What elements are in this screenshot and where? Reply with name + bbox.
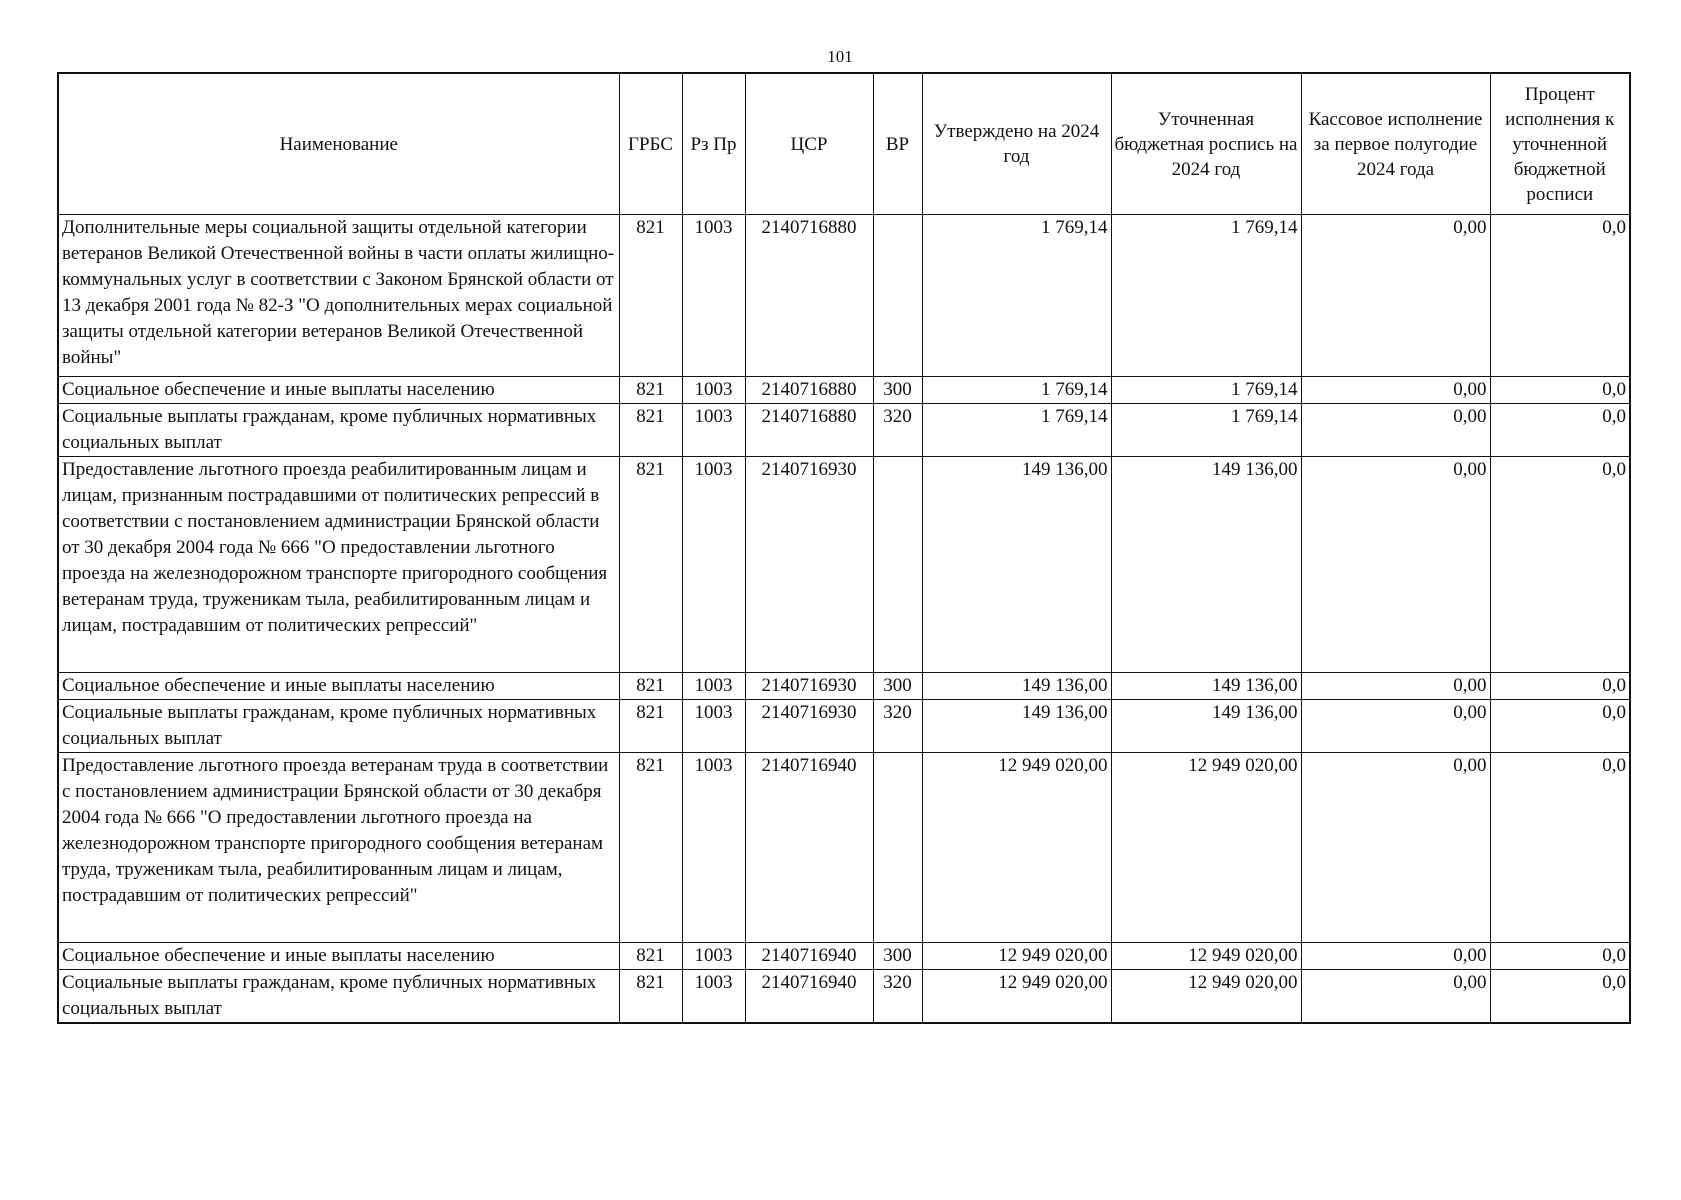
cell-name: Предоставление льготного проезда реабилитированным лицам и лицам, признанным пострадавшими от политических репрессий в соответствии с постановлением администрации Брянской области от 30 декабря 2004 года № 666 "О предоставлении льготного проезда на железнодорожном транспорте пригородного сообщения ветеранам труда, труженикам тыла, реабилитированным лицам и лицам, пострадавшим от политических репрессий" (58, 457, 619, 673)
cell-refined: 1 769,14 (1111, 404, 1301, 457)
cell-percent: 0,0 (1490, 404, 1630, 457)
cell-cash: 0,00 (1301, 404, 1490, 457)
cell-rzpr: 1003 (682, 943, 745, 970)
cell-name: Социальные выплаты гражданам, кроме публичных нормативных социальных выплат (58, 700, 619, 753)
cell-approved: 1 769,14 (922, 215, 1111, 377)
cell-rzpr: 1003 (682, 215, 745, 377)
cell-approved: 12 949 020,00 (922, 753, 1111, 943)
cell-csr: 2140716930 (745, 700, 873, 753)
cell-percent: 0,0 (1490, 457, 1630, 673)
cell-vr: 300 (873, 943, 922, 970)
header-percent: Процент исполнения к уточненной бюджетной росписи (1490, 73, 1630, 215)
cell-percent: 0,0 (1490, 673, 1630, 700)
cell-cash: 0,00 (1301, 457, 1490, 673)
table-row (58, 215, 1630, 377)
cell-rzpr: 1003 (682, 673, 745, 700)
cell-csr: 2140716940 (745, 753, 873, 943)
cell-cash: 0,00 (1301, 673, 1490, 700)
cell-refined: 12 949 020,00 (1111, 753, 1301, 943)
cell-csr: 2140716940 (745, 970, 873, 1024)
cell-rzpr: 1003 (682, 377, 745, 404)
cell-cash: 0,00 (1301, 377, 1490, 404)
cell-vr (873, 457, 922, 673)
cell-grbs: 821 (619, 673, 682, 700)
cell-cash: 0,00 (1301, 753, 1490, 943)
cell-grbs: 821 (619, 970, 682, 1024)
table-row (58, 457, 1630, 673)
cell-csr: 2140716880 (745, 404, 873, 457)
cell-refined: 149 136,00 (1111, 700, 1301, 753)
cell-vr (873, 753, 922, 943)
cell-grbs: 821 (619, 700, 682, 753)
cell-refined: 149 136,00 (1111, 457, 1301, 673)
cell-name: Социальные выплаты гражданам, кроме публичных нормативных социальных выплат (58, 970, 619, 1024)
cell-name: Дополнительные меры социальной защиты отдельной категории ветеранов Великой Отечественной войны в части оплаты жилищно-коммунальных услуг в соответствии с Законом Брянской области от 13 декабря 2001 года № 82-З "О дополнительных мерах социальной защиты отдельной категории ветеранов Великой Отечественной войны" (58, 215, 619, 377)
cell-rzpr: 1003 (682, 753, 745, 943)
budget-table (57, 72, 1631, 1024)
table-row (58, 377, 1630, 404)
cell-cash: 0,00 (1301, 215, 1490, 377)
header-row (58, 73, 1630, 215)
table-row (58, 943, 1630, 970)
cell-grbs: 821 (619, 457, 682, 673)
header-name: Наименование (58, 73, 619, 215)
cell-approved: 1 769,14 (922, 404, 1111, 457)
cell-name: Социальные выплаты гражданам, кроме публичных нормативных социальных выплат (58, 404, 619, 457)
cell-vr: 300 (873, 377, 922, 404)
header-grbs: ГРБС (619, 73, 682, 215)
cell-cash: 0,00 (1301, 700, 1490, 753)
cell-percent: 0,0 (1490, 377, 1630, 404)
table-row (58, 700, 1630, 753)
cell-grbs: 821 (619, 215, 682, 377)
cell-approved: 149 136,00 (922, 673, 1111, 700)
page-number: 101 (827, 47, 853, 66)
cell-rzpr: 1003 (682, 700, 745, 753)
cell-refined: 12 949 020,00 (1111, 970, 1301, 1024)
cell-csr: 2140716940 (745, 943, 873, 970)
cell-approved: 12 949 020,00 (922, 943, 1111, 970)
header-csr: ЦСР (745, 73, 873, 215)
header-cash: Кассовое исполнение за первое полугодие 2024 года (1301, 73, 1490, 215)
cell-vr: 300 (873, 673, 922, 700)
cell-percent: 0,0 (1490, 215, 1630, 377)
cell-csr: 2140716880 (745, 215, 873, 377)
cell-csr: 2140716880 (745, 377, 873, 404)
cell-approved: 12 949 020,00 (922, 970, 1111, 1024)
cell-cash: 0,00 (1301, 943, 1490, 970)
cell-vr: 320 (873, 700, 922, 753)
cell-grbs: 821 (619, 404, 682, 457)
table-row (58, 753, 1630, 943)
cell-percent: 0,0 (1490, 700, 1630, 753)
cell-approved: 1 769,14 (922, 377, 1111, 404)
cell-csr: 2140716930 (745, 673, 873, 700)
table-row (58, 673, 1630, 700)
cell-refined: 149 136,00 (1111, 673, 1301, 700)
cell-vr: 320 (873, 970, 922, 1024)
cell-name: Предоставление льготного проезда ветеранам труда в соответствии с постановлением администрации Брянской области от 30 декабря 2004 года № 666 "О предоставлении льготного проезда на железнодорожном транспорте пригородного сообщения ветеранам труда, труженикам тыла, реабилитированным лицам и лицам, пострадавшим от политических репрессий" (58, 753, 619, 943)
header-rzpr: Рз Пр (682, 73, 745, 215)
header-vr: ВР (873, 73, 922, 215)
table-row (58, 404, 1630, 457)
cell-percent: 0,0 (1490, 753, 1630, 943)
cell-rzpr: 1003 (682, 970, 745, 1024)
header-refined: Уточненная бюджетная роспись на 2024 год (1111, 73, 1301, 215)
cell-approved: 149 136,00 (922, 700, 1111, 753)
table-row (58, 970, 1630, 1024)
cell-rzpr: 1003 (682, 457, 745, 673)
cell-refined: 12 949 020,00 (1111, 943, 1301, 970)
cell-percent: 0,0 (1490, 943, 1630, 970)
cell-name: Социальное обеспечение и иные выплаты населению (58, 377, 619, 404)
cell-csr: 2140716930 (745, 457, 873, 673)
cell-approved: 149 136,00 (922, 457, 1111, 673)
cell-refined: 1 769,14 (1111, 377, 1301, 404)
cell-name: Социальное обеспечение и иные выплаты населению (58, 943, 619, 970)
cell-percent: 0,0 (1490, 970, 1630, 1024)
cell-grbs: 821 (619, 753, 682, 943)
cell-name: Социальное обеспечение и иные выплаты населению (58, 673, 619, 700)
cell-grbs: 821 (619, 377, 682, 404)
cell-refined: 1 769,14 (1111, 215, 1301, 377)
cell-cash: 0,00 (1301, 970, 1490, 1024)
cell-rzpr: 1003 (682, 404, 745, 457)
cell-vr (873, 215, 922, 377)
cell-vr: 320 (873, 404, 922, 457)
header-approved: Утверждено на 2024 год (922, 73, 1111, 215)
cell-grbs: 821 (619, 943, 682, 970)
